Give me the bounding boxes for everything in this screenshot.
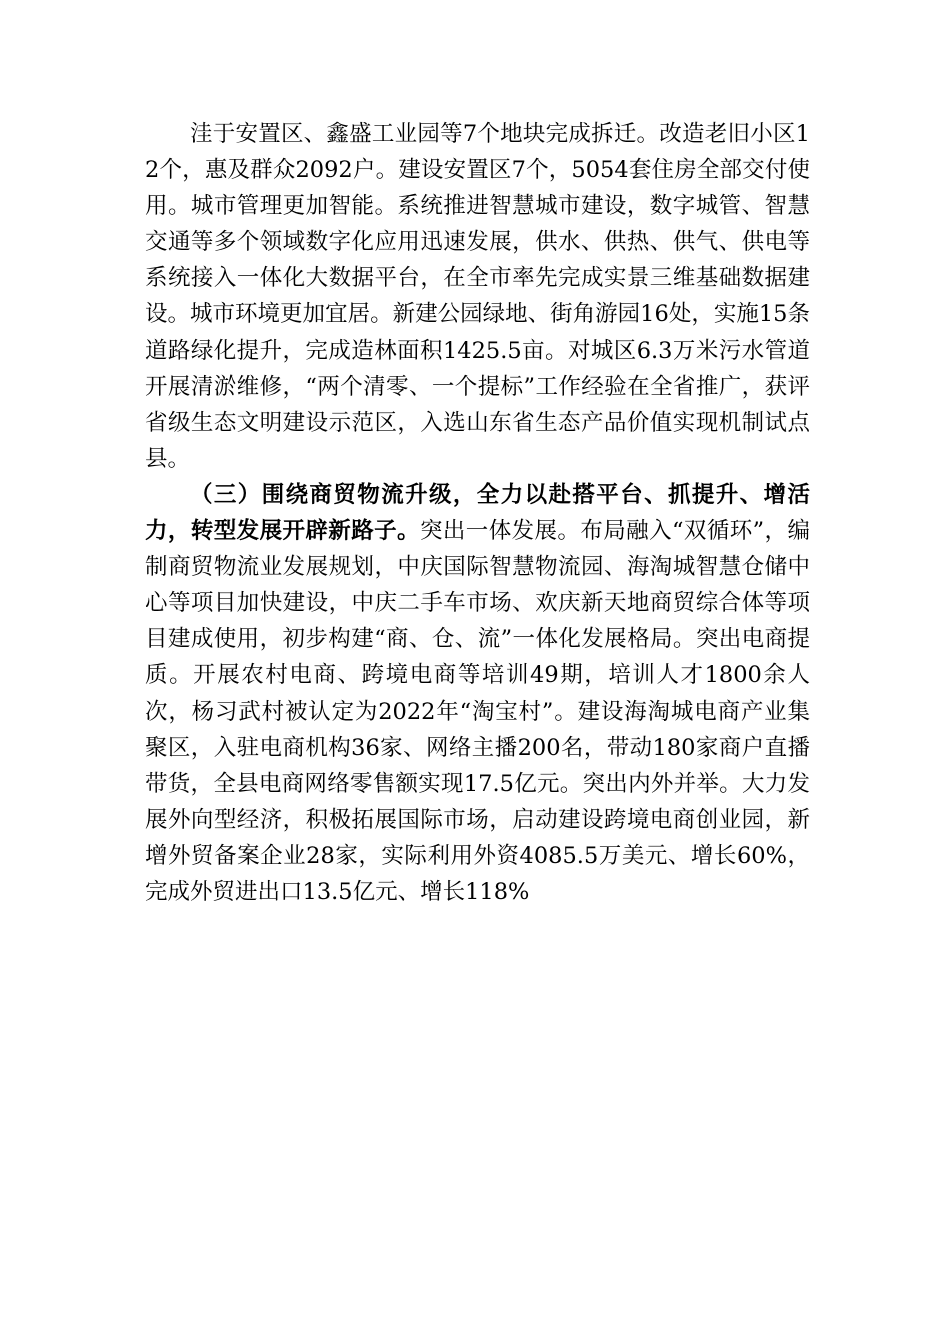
paragraph-2-text: 突出一体发展。布局融入“双循环”，编制商贸物流业发展规划，中庆国际智慧物流园、海淘城智慧仓储中心等项目加快建设，中庆二手车市场、欢庆新天地商贸综合体等项目建成使用，初步构建“商、仓、流”一体化发展格局。突出电商提质。开展农村电商、跨境电商等培训49期，培训人才1800余人次，杨习武村被认定为2022年“淘宝村”。建设海淘城电商产业集聚区，入驻电商机构36家、网络主播200名，带动180家商户直播带货，全县电商网络零售额实现17.5亿元。突出内外并举。大力发展外向型经济，积极拓展国际市场，启动建设跨境电商创业园，新增外贸备案企业28家，实际利用外资4085.5万美元、增长60%，完成外贸进出口13.5亿元、增长118% [145,518,810,905]
document-body [145,116,810,910]
paragraph-1-text: 洼于安置区、鑫盛工业园等7个地块完成拆迁。改造老旧小区12个，惠及群众2092户。建设安置区7个，5054套住房全部交付使用。城市管理更加智能。系统推进智慧城市建设，数字城管、智慧交通等多个领域数字化应用迅速发展，供水、供热、供气、供电等系统接入一体化大数据平台，在全市率先完成实景三维基础数据建设。城市环境更加宜居。新建公园绿地、街角游园16处，实施15条道路绿化提升，完成造林面积1425.5亩。对城区6.3万米污水管道开展清淤维修，“两个清零、一个提标”工作经验在全省推广，获评省级生态文明建设示范区，入选山东省生态产品价值实现机制试点县。 [145,121,810,472]
paragraph-1 [145,116,810,477]
section-heading: （三）围绕商贸物流升级，全力以赴搭平台、抓提升、增活力，转型发展开辟新路子。 [145,481,810,545]
paragraph-2 [145,477,810,910]
